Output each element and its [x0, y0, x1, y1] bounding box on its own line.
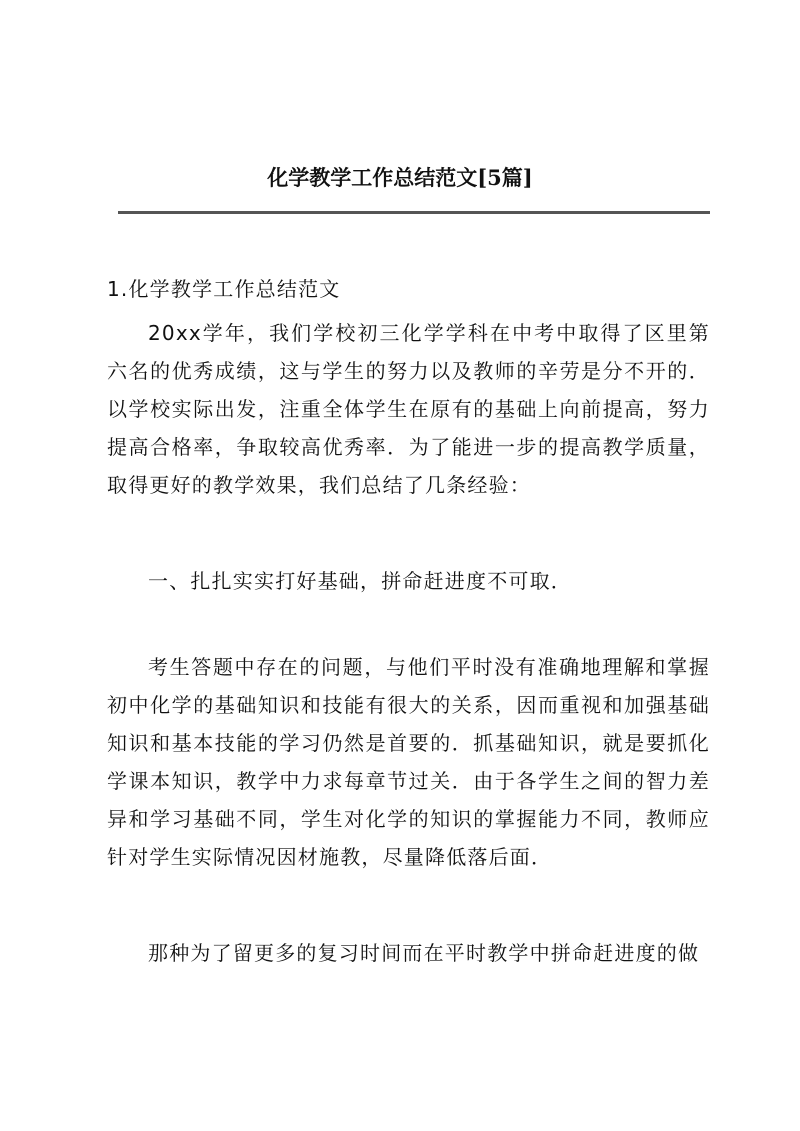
paragraph-intro: 20xx学年，我们学校初三化学学科在中考中取得了区里第六名的优秀成绩，这与学生的努力以及教师的辛劳是分不开的．以学校实际出发，注重全体学生在原有的基础上向前提高，努力提高合格率，争取较高优秀率．为了能进一步的提高教学质量，取得更好的教学效果，我们总结了几条经验：: [107, 321, 710, 497]
paragraph-basics: 考生答题中存在的问题，与他们平时没有准确地理解和掌握初中化学的基础知识和技能有很大的关系，因而重视和加强基础知识和基本技能的学习仍然是首要的．抓基础知识，就是要抓化学课本知识，教学中力求每章节过关．由于各学生之间的智力差异和学习基础不同，学生对化学的知识的掌握能力不同，教师应针对学生实际情况因材施教，尽量降低落后面．: [107, 655, 710, 869]
section-heading: 1.化学教学工作总结范文: [107, 277, 341, 301]
title-divider: [118, 211, 710, 214]
paragraph-continuation: 那种为了留更多的复习时间而在平时教学中拼命赶进度的做: [148, 941, 700, 965]
document-title: 化学教学工作总结范文[5篇]: [267, 165, 533, 190]
paragraph-point-heading: 一、扎扎实实打好基础，拼命赶进度不可取．: [148, 569, 572, 593]
